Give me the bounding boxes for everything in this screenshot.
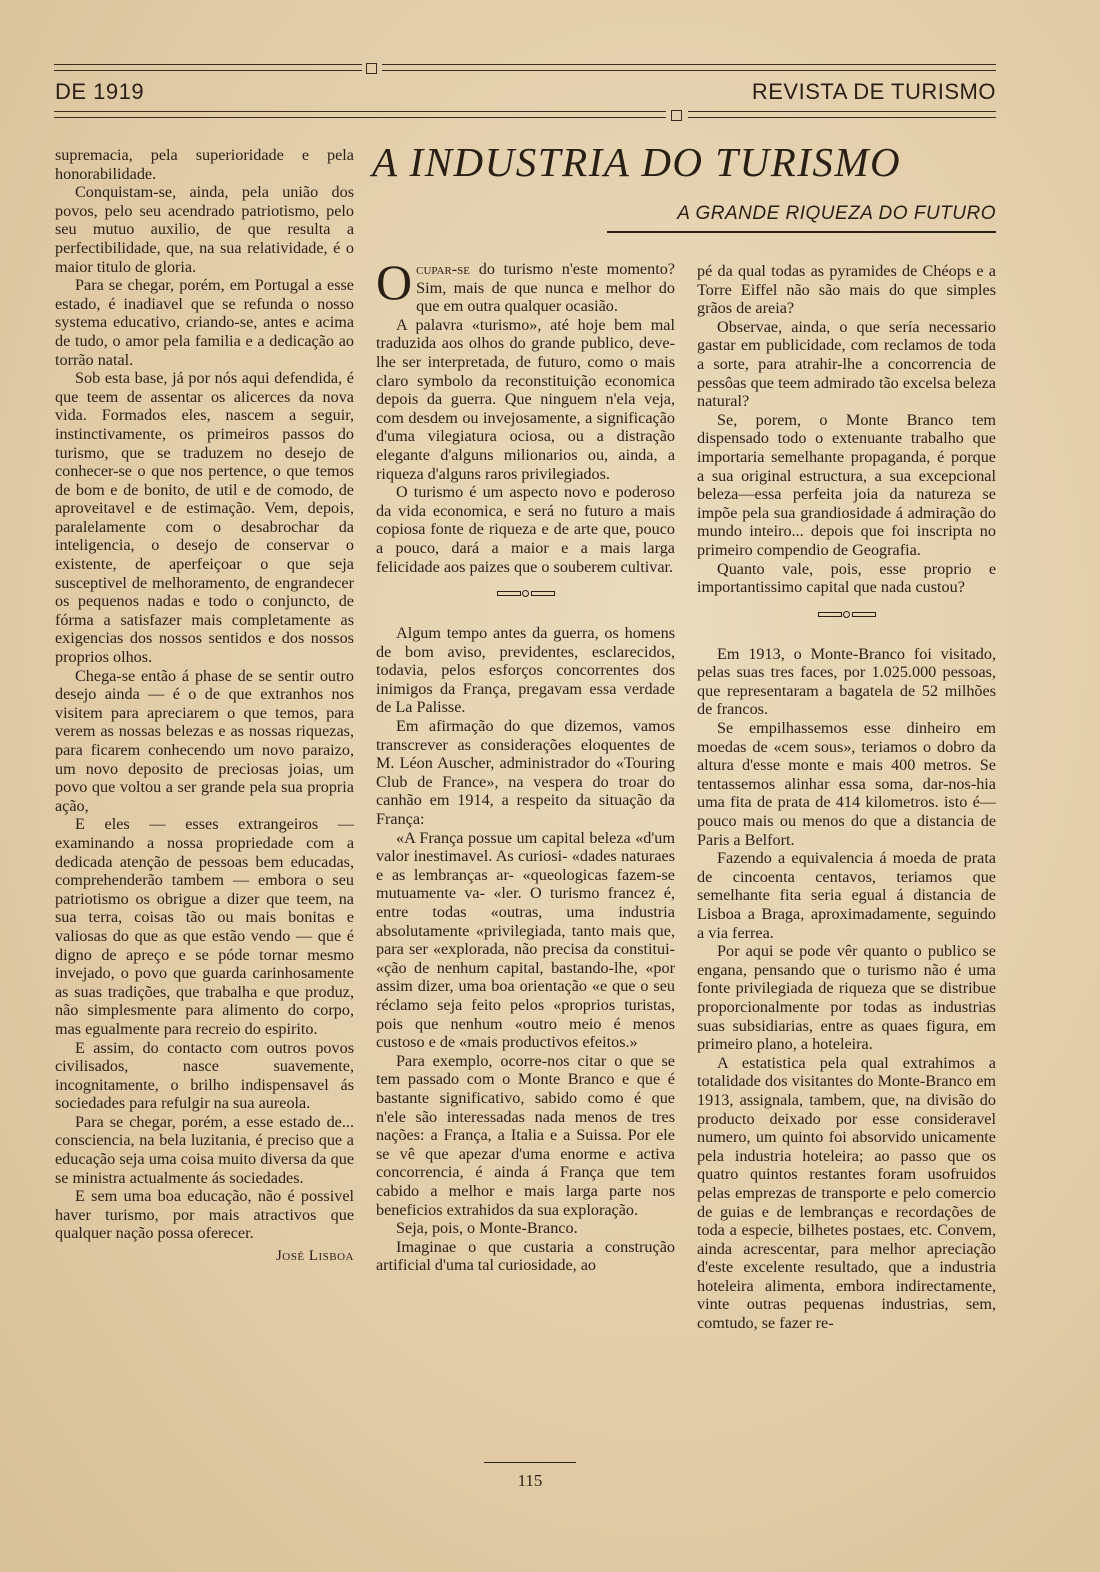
paragraph: O turismo é um aspecto novo e poderoso da vida economica, e será no futuro a mais copiosa fonte de riqueza e de arte que, pouco a pouco, dará a maior e a mais larga felicidade aos paizes que o souberem cultivar. bbox=[376, 483, 675, 576]
drop-cap: O bbox=[376, 254, 413, 310]
author-signature: José Lisboa bbox=[275, 1248, 354, 1265]
paragraph: E eles — esses extrangeiros — examinando a nossa propriedade com a dedicada atenção de pessoas bem educadas, comprehenderão tambem — embora o seu patriotismo os obrigue a dizer que teem, na sua terra, coisas tão ou mais bonitas e valiosas do que as que estão vendo — que é digno de apreço e se póde tornar mesmo invejado, o povo que guarda carinhosamente as suas tradições, que trabalha e que produz, não simplesmente para alimento do corpo, mas egualmente para recreio do espirito. bbox=[55, 815, 354, 1038]
paragraph: E assim, do contacto com outros povos civilisados, nasce suavemente, incognitamente, o brilho indispensavel ás sociedades para refulgir na sua aureola. bbox=[55, 1038, 354, 1113]
top-rule-left bbox=[54, 64, 362, 71]
header-right: REVISTA DE TURISMO bbox=[751, 79, 996, 104]
column-3 bbox=[697, 262, 996, 1333]
paragraph: Seja, pois, o Monte-Branco. bbox=[396, 1219, 578, 1238]
quotation: «A França possue um capital beleza «d'um valor inestimavel. As curiosi- «dades naturaes e as lembranças ar- «queologicas fazem-se mutuamente va- «ler. O turismo francez é, entre todas «outras, uma industria absolutamente «privilegiada, tanto mais que, para ser «explorada, não precisa da constitui- «ção de nenhum capital, bastando-lhe, «por assim dizer, uma boa orientação «e que o seu réclamo seja feito pelos «proprios turistas, pois que nenhum «outro meio é menos custoso e de «mais productivos efeitos.» bbox=[376, 828, 675, 1052]
header-rule-right bbox=[688, 111, 996, 118]
paragraph: Fazendo a equivalencia á moeda de prata de cincoenta centavos, teriamos que semelhante fita seria egual á distancia de Lisboa a Braga, aproximadamente, seguindo a via ferrea. bbox=[697, 849, 996, 942]
paragraph: Quanto vale, pois, esse proprio e importantissimo capital que nada custou? bbox=[697, 559, 996, 597]
paragraph: A estatistica pela qual extrahimos a totalidade dos visitantes do Monte-Branco em 1913, assignala, tambem, que, na divisão do producto deixado por esse consideravel numero, um quinto foi absorvido unicamente pela industria hoteleira; ao passo que os quatro quintos restantes foram usofruidos pelas emprezas de transporte e pelo comercio de guias e de lembranças e recordações de toda a especie, bilhetes postaes, etc. Convem, ainda acrescentar, para melhor apreciação d'este excelente resultado, que a industria hoteleira alimenta, embora indirectamente, vinte outras pequenas industrias, sem, comtudo, se fazer re- bbox=[697, 1053, 996, 1333]
ornament-square bbox=[366, 63, 377, 74]
paragraph: supremacia, pela superioridade e pela honorabilidade. bbox=[55, 146, 354, 183]
ornament-square bbox=[671, 110, 682, 121]
column-2 bbox=[376, 254, 675, 1275]
paragraph: Se empilhassemos esse dinheiro em moedas de «cem sous», teriamos o dobro da altura d'esse monte e mais 400 metros. Se tentassemos alinhar essa soma, dar-nos-hia uma fita de prata de 414 kilometros. isto é—pouco mais ou menos do que a distancia de Paris a Belfort. bbox=[697, 719, 996, 849]
top-rule-right bbox=[382, 64, 996, 71]
subtitle-rule bbox=[607, 231, 996, 233]
paragraph: Imaginae o que custaria a construção artificial d'uma tal curiosidade, ao bbox=[376, 1237, 675, 1275]
paragraph: Em afirmação do que dizemos, vamos transcrever as considerações eloquentes de M. Léon Auscher, administrador do «Touring Club de France», na vespera do troar do canhão em 1914, a respeito da situação da França: bbox=[376, 717, 675, 829]
paragraph: Chega-se então á phase de se sentir outro desejo ainda — é o de que extranhos nos visitem para apreciarem o que temos, para verem as nossas belezas e as nossas riquezas, para ficarem conhecendo um novo paraizo, um novo deposito de preciosas joias, um povo que voltou a ser grande pela sua propria ação, bbox=[55, 666, 354, 815]
header-left: DE 1919 bbox=[55, 79, 145, 104]
paragraph: E sem uma boa educação, não é possivel haver turismo, por mais atractivos que qualquer nação possa oferecer. bbox=[55, 1187, 354, 1243]
section-ornament bbox=[818, 609, 876, 619]
paragraph: Se, porem, o Monte Branco tem dispensado todo o extenuante trabalho que importaria semelhante propaganda, é porque a sua original estructura, a sua excepcional beleza—essa perfeita joia da natureza se impõe pela sua grandiosidade á admiração do mundo inteiro... depois que foi inscripta no primeiro compendio de Geografia. bbox=[697, 410, 996, 559]
article-subtitle: A GRANDE RIQUEZA DO FUTURO bbox=[677, 203, 996, 224]
paragraph: Em 1913, o Monte-Branco foi visitado, pelas suas tres faces, por 1.025.000 pessoas, que representaram a bagatela de 52 milhões de francos. bbox=[697, 644, 996, 719]
lead-in: cupar-se bbox=[416, 260, 471, 278]
opening-text: do turismo n'este momento? Sim, mais de que nunca e melhor do que em outra qualquer ocasião. bbox=[416, 260, 675, 316]
page-number-rule bbox=[484, 1462, 576, 1463]
paragraph: Por aqui se pode vêr quanto o publico se engana, pensando que o turismo não é uma fonte privilegiada de riqueza que se distribue proporcionalmente por todas as industrias suas subsidiarias, entre as quaes figura, em primeiro plano, a hoteleira. bbox=[697, 942, 996, 1054]
opening-paragraph bbox=[376, 254, 675, 316]
header-rule-left bbox=[54, 111, 666, 118]
article-title: A INDUSTRIA DO TURISMO bbox=[372, 139, 902, 185]
paragraph: A palavra «turismo», até hoje bem mal traduzida aos olhos do grande publico, deve-lhe ser interpretada, de futuro, como o mais claro symbolo da reconstituição economica depois da guerra. Que ninguem n'ela veja, com desdem ou invejosamente, a significação d'uma vilegiatura ociosa, ou a distração elegante d'alguns milionarios ou, ainda, a riqueza d'alguns raros privilegiados. bbox=[376, 315, 675, 483]
paragraph: Para se chegar, porém, a esse estado de... consciencia, na bela luzitania, é preciso que a educação seja uma coisa muito diversa da que se ministra actualmente ás sociedades. bbox=[55, 1112, 354, 1187]
paragraph: Conquistam-se, ainda, pela união dos povos, pelo seu acendrado patriotismo, pelo seu mutuo auxilio, de que resulta a perfectibilidade, que, na sua relatividade, é o maior titulo de gloria. bbox=[55, 183, 354, 276]
paragraph: Sob esta base, já por nós aqui defendida, é que teem de assentar os alicerces da nova vida. Formados eles, nascem a seguir, instinctivamente, os primeiros passos do turismo, que se traduzem no desejo de conhecer-se o que nos pertence, o que temos de bom e de bonito, de util e de comodo, de aproveitavel e de estimação. Vem, depois, paralelamente com o desabrochar da inteligencia, o desejo de conservar o existente, de aperfeiçoar o que seja susceptivel de melhoramento, de engrandecer os pequenos nadas e todo o conjuncto, de fórma a satisfazer mais completamente as exigencias dos nossos sentidos e dos nossos proprios olhos. bbox=[55, 369, 354, 667]
section-ornament bbox=[497, 588, 555, 598]
paragraph: Para exemplo, ocorre-nos citar o que se tem passado com o Monte Branco e que é bastante significativo, sabido como é que n'ele são interessadas nada menos de tres nações: a França, a Italia e a Suissa. Por ele se vê que apezar d'uma enorme e activa concorrencia, é ainda á França que tem cabido a melhor e mais larga parte nos beneficios extrahidos da sua exploração. bbox=[376, 1051, 675, 1219]
paragraph: Algum tempo antes da guerra, os homens de bom aviso, previdentes, esclarecidos, todavia, pelos esforços concorrentes dos inimigos da França, pregavam essa verdade de La Palisse. bbox=[376, 624, 675, 717]
paragraph: Observae, ainda, o que sería necessario gastar em publicidade, com reclamos de toda a sorte, para atrahir-lhe a concorrencia de pessôas que teem admirado tão excelsa beleza natural? bbox=[697, 317, 996, 411]
page-number: 115 bbox=[517, 1471, 543, 1490]
paragraph: pé da qual todas as pyramides de Chéops e a Torre Eiffel não são mais do que simples grãos de areia? bbox=[697, 262, 996, 318]
paragraph: Para se chegar, porém, em Portugal a esse estado, é inadiavel que se refunda o nosso systema educativo, criando-se, antes e acima de tudo, o amor pela familia e a dedicação ao torrão natal. bbox=[55, 276, 354, 369]
column-1 bbox=[55, 146, 354, 1266]
